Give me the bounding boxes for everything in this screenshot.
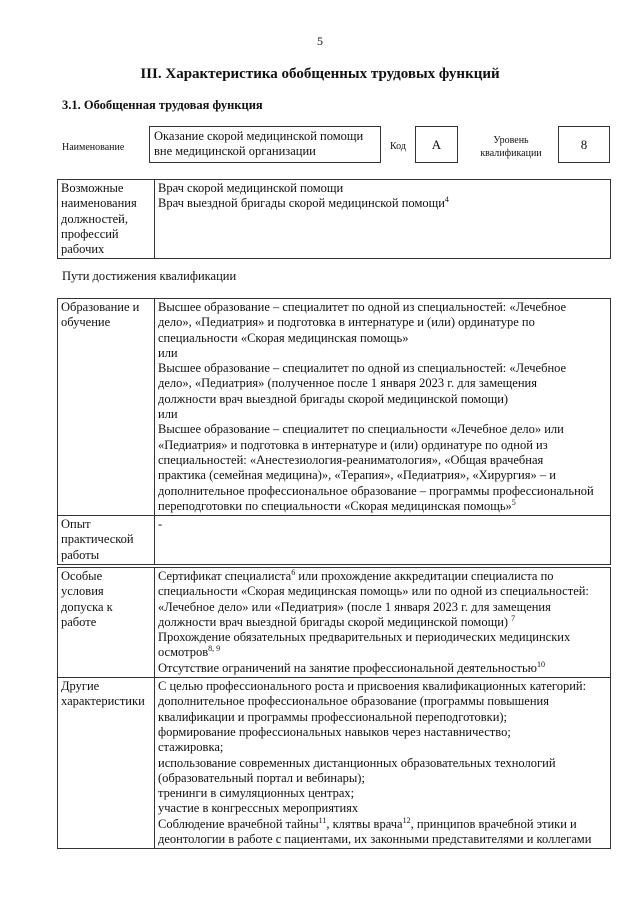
page-number: 5 xyxy=(317,34,323,48)
cell-line: практической xyxy=(61,532,134,547)
cell-line: должности врач выездной бригады скорой медицинской помощи) xyxy=(158,391,509,406)
cell-line: Другие xyxy=(61,679,100,694)
cell-line: стажировка; xyxy=(158,740,224,755)
footnote-ref: 5 xyxy=(511,497,516,507)
cell-line: Особые xyxy=(61,569,103,583)
cell-text: Отсутствие ограничений на занятие профессиональной деятельностью xyxy=(158,660,537,675)
function-name-line: Оказание скорой медицинской помощи xyxy=(154,129,364,143)
cell-line: рабочих xyxy=(61,242,105,257)
cell-line: условия xyxy=(61,584,104,599)
positions-label-cell xyxy=(58,180,155,259)
level-value-box: 8 xyxy=(558,126,610,163)
cell-line: обучение xyxy=(61,315,111,330)
cell-line: работе xyxy=(61,614,97,629)
education-value-cell xyxy=(155,299,611,516)
cell-line: Высшее образование – специалитет по одной из специальностей: «Лечебное xyxy=(158,300,567,314)
cell-line: профессий xyxy=(61,226,119,241)
cell-line: специальностей: «Анестезиология-реаниматология», «Общая врачебная xyxy=(158,452,544,467)
experience-value-cell: - xyxy=(155,516,611,565)
cell-text: переподготовки по специальности «Скорая медицинская помощь» xyxy=(158,498,512,513)
cell-text: Врач выездной бригады скорой медицинской помощи xyxy=(158,196,445,211)
cell-line xyxy=(158,196,607,211)
cell-text: или прохождение аккредитации специалиста по xyxy=(295,569,554,583)
cell-line: дополнительное профессиональное образование – программы профессиональной xyxy=(158,483,594,498)
cell-line: или xyxy=(158,345,178,360)
cell-line: Прохождение обязательных предварительных и периодических медицинских xyxy=(158,630,571,645)
admission-value-cell xyxy=(155,568,611,678)
paths-heading: Пути достижения квалификации xyxy=(62,269,237,283)
cell-line: Опыт xyxy=(61,517,91,532)
cell-line: должностей, xyxy=(61,211,128,226)
cell-line: Высшее образование – специалитет по специальности «Лечебное дело» или xyxy=(158,422,564,437)
cell-line: специальности «Скорая медицинская помощь» xyxy=(158,330,409,345)
footnote-ref: 6 xyxy=(291,567,296,577)
cell-line: дело», «Педиатрия» (полученное после 1 января 2023 г. для замещения xyxy=(158,376,537,391)
level-label-line: Уровень xyxy=(493,135,529,146)
cell-text: осмотров xyxy=(158,645,209,660)
cell-line: дело», «Педиатрия» и подготовка в интернатуре и (или) ординатуре по xyxy=(158,315,535,330)
cell-line: Высшее образование – специалитет по одной из специальностей: «Лечебное xyxy=(158,361,567,376)
table-row xyxy=(58,516,611,565)
cell-line xyxy=(158,615,607,630)
code-value-box: А xyxy=(415,126,458,163)
table-row xyxy=(58,678,611,849)
cell-line xyxy=(158,661,607,676)
function-name-box xyxy=(149,126,381,163)
cell-line: тренинги в симуляционных центрах; xyxy=(158,786,355,801)
subsection-title: 3.1. Обобщенная трудовая функция xyxy=(62,98,263,112)
education-table xyxy=(57,298,611,565)
cell-line: формирование профессиональных навыков через наставничество; xyxy=(158,724,511,739)
footnote-ref: 12 xyxy=(402,815,411,825)
other-label-cell xyxy=(58,678,155,849)
cell-line: С целью профессионального роста и присвоения квалификационных категорий: xyxy=(158,679,587,694)
cell-line xyxy=(158,645,607,660)
cell-line: работы xyxy=(61,547,100,562)
level-label xyxy=(473,134,549,160)
table-row xyxy=(58,180,611,259)
positions-value-cell xyxy=(155,180,611,259)
cell-line: характеристики xyxy=(61,694,145,709)
cell-text: , принципов врачебной этики и xyxy=(410,816,577,831)
admission-label-cell xyxy=(58,568,155,678)
cell-line: наименования xyxy=(61,196,137,211)
conditions-table xyxy=(57,567,611,849)
cell-line xyxy=(158,817,607,832)
cell-line xyxy=(158,499,607,514)
footnote-ref: 11 xyxy=(318,815,327,825)
cell-line: Образование и xyxy=(61,300,140,314)
cell-line: деонтологии в работе с пациентами, их законными представителями и коллегами xyxy=(158,832,592,847)
code-label: Код xyxy=(390,141,406,152)
cell-line: специальности «Скорая медицинская помощь» или по одной из специальностей: xyxy=(158,584,589,599)
cell-line xyxy=(158,569,607,584)
level-label-line: квалификации xyxy=(480,148,542,159)
cell-text: должности врач выездной бригады скорой медицинской помощи) xyxy=(158,614,509,629)
cell-line: допуска к xyxy=(61,599,113,614)
positions-table xyxy=(57,179,611,259)
cell-text: Соблюдение врачебной тайны xyxy=(158,816,319,831)
cell-line: участие в конгрессных мероприятиях xyxy=(158,801,359,816)
footnote-ref: 10 xyxy=(537,659,545,669)
cell-line: практика (семейная медицина)», «Терапия», «Педиатрия», «Хирургия» – и xyxy=(158,468,556,483)
cell-line: Врач скорой медицинской помощи xyxy=(158,181,344,195)
footnote-ref: 7 xyxy=(511,613,516,623)
table-row xyxy=(58,299,611,516)
cell-line: Возможные xyxy=(61,181,124,195)
cell-line: или xyxy=(158,407,178,422)
cell-line: квалификации и программы профессиональной переподготовки); xyxy=(158,709,508,724)
cell-line: «Педиатрия» и подготовка в интернатуре и (или) ординатуре по одной из xyxy=(158,437,548,452)
other-value-cell xyxy=(155,678,611,849)
footnote-ref: 4 xyxy=(444,195,449,205)
cell-text: , клятвы врача xyxy=(326,816,403,831)
function-name-line: вне медицинской организации xyxy=(154,144,316,158)
cell-text: Сертификат специалиста xyxy=(158,569,292,583)
section-title: III. Характеристика обобщенных трудовых функций xyxy=(140,66,500,82)
cell-line: использование современных дистанционных образовательных технологий xyxy=(158,755,556,770)
footnote-ref: 8, 9 xyxy=(208,644,221,654)
experience-label-cell xyxy=(58,516,155,565)
cell-line: дополнительное профессиональное образование (программы повышения xyxy=(158,694,549,709)
name-label: Наименование xyxy=(62,142,125,153)
table-row xyxy=(58,568,611,678)
cell-line: «Лечебное дело» или «Педиатрия» (после 1 января 2023 г. для замещения xyxy=(158,599,551,614)
education-label-cell xyxy=(58,299,155,516)
cell-line: (образовательный портал и вебинары); xyxy=(158,770,365,785)
